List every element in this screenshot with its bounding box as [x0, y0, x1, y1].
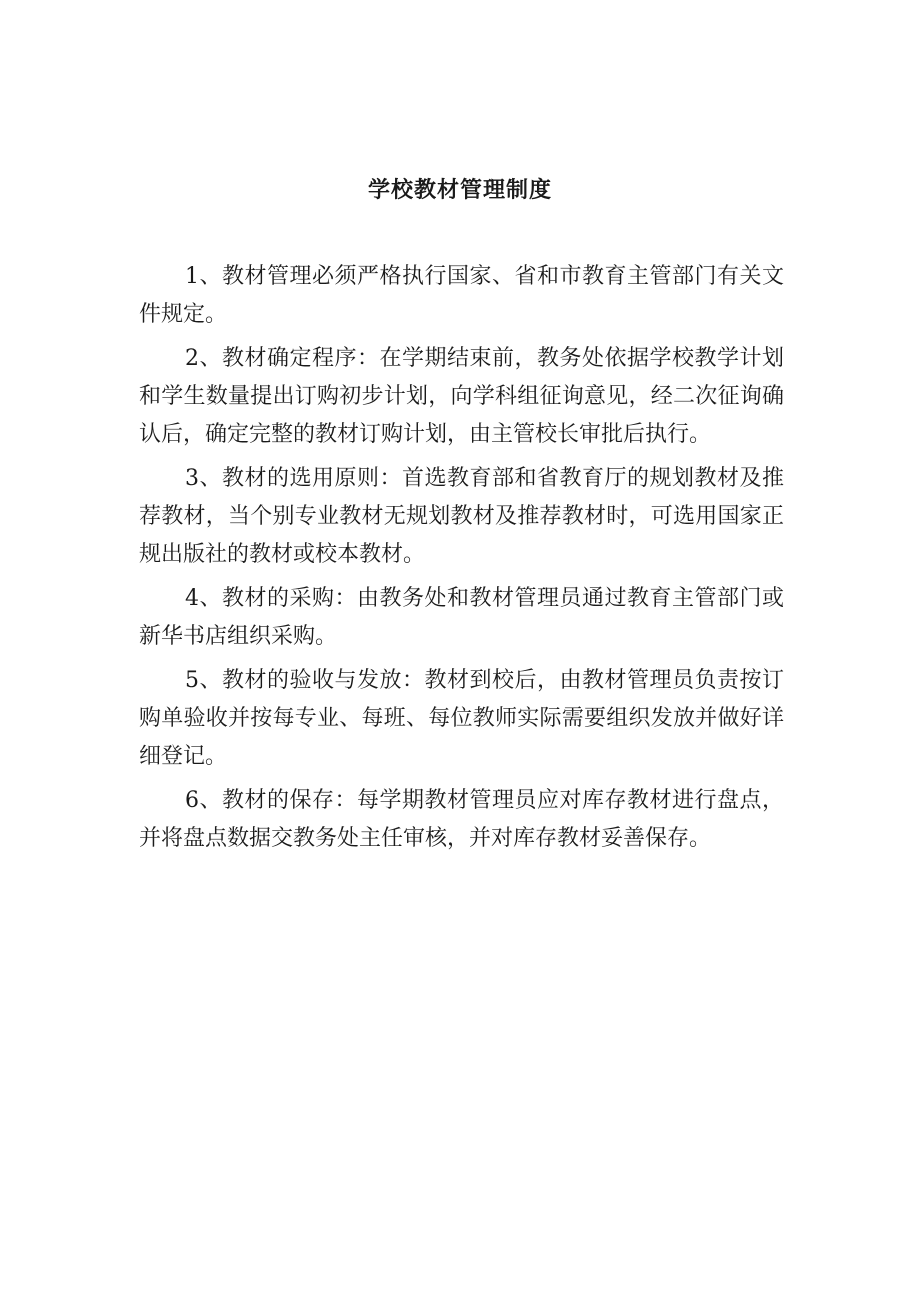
rule-paragraph-6: 6、教材的保存：每学期教材管理员应对库存教材进行盘点，并将盘点数据交教务处主任审核，并对库存教材妥善保存。	[139, 788, 784, 851]
document-title: 学校教材管理制度	[367, 177, 552, 203]
rule-paragraph-5: 5、教材的验收与发放：教材到校后，由教材管理员负责按订购单验收并按每专业、每班、每位教师实际需要组织发放并做好详细登记。	[139, 668, 784, 769]
document-body	[139, 258, 784, 864]
rule-paragraph-3: 3、教材的选用原则：首选教育部和省教育厅的规划教材及推荐教材，当个别专业教材无规划教材及推荐教材时，可选用国家正规出版社的教材或校本教材。	[139, 466, 784, 567]
rule-paragraph-2: 2、教材确定程序：在学期结束前，教务处依据学校教学计划和学生数量提出订购初步计划，向学科组征询意见，经二次征询确认后，确定完整的教材订购计划，由主管校长审批后执行。	[139, 346, 784, 447]
rule-paragraph-4: 4、教材的采购：由教务处和教材管理员通过教育主管部门或新华书店组织采购。	[139, 586, 784, 649]
rule-paragraph-1: 1、教材管理必须严格执行国家、省和市教育主管部门有关文件规定。	[139, 264, 784, 327]
